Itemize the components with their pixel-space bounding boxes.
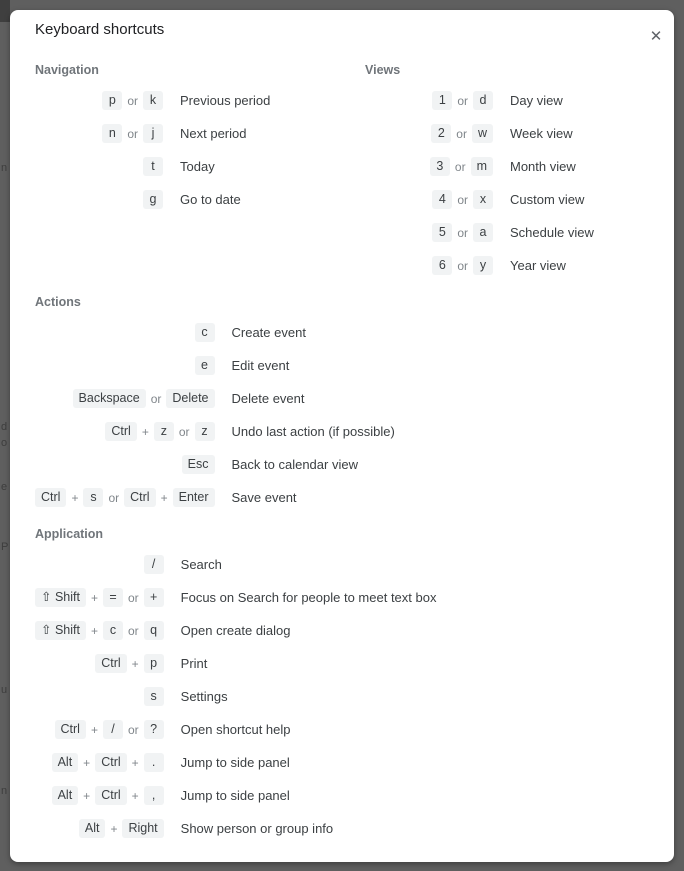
shortcut-description: Open create dialog [180, 623, 291, 638]
shortcut-keys [365, 117, 493, 150]
key-chip: , [144, 786, 164, 805]
key-separator: + [160, 490, 168, 505]
key-chip: c [195, 323, 215, 342]
key-chip: Enter [173, 488, 215, 507]
shortcut-keys [365, 183, 493, 216]
shortcut-keys [35, 448, 215, 481]
key-chip: Ctrl [95, 654, 126, 673]
key-chip: / [144, 555, 164, 574]
key-separator: or [127, 126, 138, 141]
section-actions [35, 294, 650, 514]
shortcut-keys [35, 183, 163, 216]
key-separator: or [127, 623, 139, 638]
key-chip: e [195, 356, 215, 375]
shortcut-description: Day view [510, 93, 563, 108]
shortcut-description: Delete event [231, 391, 305, 406]
key-chip: 6 [432, 256, 452, 275]
key-chip: Delete [166, 389, 214, 408]
key-chip: Ctrl [55, 720, 86, 739]
key-separator: or [457, 93, 468, 108]
shortcut-description: Focus on Search for people to meet text box [180, 590, 437, 605]
backdrop-fragment: u [1, 684, 8, 696]
key-chip: 2 [431, 124, 451, 143]
shortcut-keys [35, 117, 163, 150]
shortcut-keys [35, 415, 215, 448]
shortcut-keys [35, 647, 164, 680]
key-chip: Ctrl [35, 488, 66, 507]
shortcut-description: Create event [231, 325, 306, 340]
key-chip: c [103, 621, 123, 640]
section-views [365, 62, 650, 282]
shortcut-list-application [35, 548, 650, 845]
shortcut-description: Month view [510, 159, 576, 174]
dialog-title: Keyboard shortcuts [35, 21, 165, 38]
key-chip: / [103, 720, 123, 739]
key-chip: w [472, 124, 493, 143]
key-chip: p [102, 91, 122, 110]
shortcut-keys [35, 779, 164, 812]
key-chip: Ctrl [124, 488, 155, 507]
key-chip: g [143, 190, 163, 209]
key-chip: z [154, 422, 174, 441]
key-separator: or [108, 490, 120, 505]
key-chip: t [143, 157, 163, 176]
key-separator: or [127, 93, 138, 108]
key-chip: . [144, 753, 164, 772]
key-chip: ⇧ Shift [35, 588, 86, 607]
shortcut-keys [35, 548, 164, 581]
close-icon[interactable]: ✕ [647, 28, 665, 46]
shortcut-description: Today [180, 159, 215, 174]
backdrop-fragment: e [1, 481, 8, 493]
key-chip: k [143, 91, 163, 110]
shortcut-keys [35, 812, 164, 845]
key-separator: or [457, 225, 468, 240]
key-chip: a [473, 223, 493, 242]
backdrop-fragment: d [1, 421, 8, 433]
key-chip: + [144, 588, 164, 607]
section-header-application: Application [35, 527, 104, 541]
shortcut-description: Open shortcut help [180, 722, 291, 737]
key-separator: or [457, 192, 468, 207]
key-chip: s [83, 488, 103, 507]
key-chip: ⇧ Shift [35, 621, 86, 640]
shortcut-description: Show person or group info [180, 821, 334, 836]
key-separator: + [83, 788, 91, 803]
key-chip: Ctrl [95, 753, 126, 772]
shortcut-description: Undo last action (if possible) [231, 424, 395, 439]
key-separator: or [127, 722, 139, 737]
key-separator: + [131, 788, 139, 803]
keyboard-shortcuts-dialog [10, 10, 674, 862]
shortcut-description: Save event [231, 490, 297, 505]
key-chip: 3 [430, 157, 450, 176]
shortcut-list-navigation [35, 84, 365, 216]
shortcut-keys [35, 746, 164, 779]
key-chip: n [102, 124, 122, 143]
key-separator: or [454, 159, 466, 174]
key-chip: 1 [432, 91, 452, 110]
key-chip: Alt [79, 819, 106, 838]
key-chip: x [473, 190, 493, 209]
shortcut-description: Edit event [231, 358, 290, 373]
key-chip: j [143, 124, 163, 143]
shortcut-keys [35, 150, 163, 183]
shortcut-keys [35, 382, 215, 415]
key-chip: z [195, 422, 215, 441]
key-chip: m [471, 157, 493, 176]
backdrop-fragment: n [1, 785, 8, 797]
shortcut-list-actions [35, 316, 650, 514]
shortcut-description: Week view [510, 126, 573, 141]
shortcut-keys [35, 349, 215, 382]
shortcut-keys [35, 614, 164, 647]
key-chip: Ctrl [105, 422, 136, 441]
key-chip: Alt [52, 786, 79, 805]
shortcut-keys [35, 316, 215, 349]
shortcut-keys [365, 84, 493, 117]
key-separator: + [90, 590, 98, 605]
section-header-views: Views [365, 63, 401, 77]
shortcut-description: Next period [180, 126, 247, 141]
shortcut-keys [365, 216, 493, 249]
key-chip: Esc [182, 455, 215, 474]
key-chip: = [103, 588, 123, 607]
shortcut-description: Jump to side panel [180, 755, 290, 770]
key-chip: q [144, 621, 164, 640]
key-chip: Right [122, 819, 163, 838]
key-chip: Alt [52, 753, 79, 772]
shortcut-description: Previous period [180, 93, 271, 108]
section-header-navigation: Navigation [35, 63, 99, 77]
key-separator: or [150, 391, 162, 406]
key-chip: ? [144, 720, 164, 739]
shortcut-keys [365, 150, 493, 183]
shortcut-description: Custom view [510, 192, 585, 207]
shortcut-description: Go to date [180, 192, 241, 207]
backdrop-fragment: o [1, 437, 8, 449]
key-separator: or [457, 258, 468, 273]
shortcut-description: Search [180, 557, 222, 572]
shortcut-keys [35, 680, 164, 713]
shortcut-description: Schedule view [510, 225, 594, 240]
backdrop-fragment: n [1, 162, 8, 174]
section-navigation [35, 62, 365, 216]
key-separator: or [127, 590, 139, 605]
key-separator: + [83, 755, 91, 770]
key-separator: or [456, 126, 467, 141]
shortcut-description: Back to calendar view [231, 457, 358, 472]
key-separator: + [110, 821, 118, 836]
shortcut-description: Settings [180, 689, 228, 704]
shortcut-keys [35, 581, 164, 614]
shortcut-keys [35, 84, 163, 117]
key-chip: Backspace [73, 389, 146, 408]
shortcut-keys [35, 481, 215, 514]
key-chip: 4 [432, 190, 452, 209]
shortcut-description: Jump to side panel [180, 788, 290, 803]
shortcut-description: Year view [510, 258, 566, 273]
key-separator: + [90, 722, 98, 737]
shortcut-keys [35, 713, 164, 746]
dialog-title-bar [35, 10, 663, 45]
key-separator: or [178, 424, 190, 439]
top-columns [35, 40, 650, 282]
shortcut-list-views [365, 84, 650, 282]
key-separator: + [131, 656, 139, 671]
key-separator: + [71, 490, 79, 505]
section-application [35, 526, 650, 845]
key-separator: + [131, 755, 139, 770]
key-chip: s [144, 687, 164, 706]
key-separator: + [90, 623, 98, 638]
backdrop-fragment: P [1, 541, 9, 553]
section-header-actions: Actions [35, 295, 81, 309]
key-chip: 5 [432, 223, 452, 242]
key-chip: y [473, 256, 493, 275]
key-chip: Ctrl [95, 786, 126, 805]
shortcut-description: Print [180, 656, 208, 671]
shortcut-keys [365, 249, 493, 282]
column-right [365, 40, 650, 282]
key-chip: p [144, 654, 164, 673]
key-separator: + [141, 424, 149, 439]
key-chip: d [473, 91, 493, 110]
column-left [35, 40, 365, 282]
